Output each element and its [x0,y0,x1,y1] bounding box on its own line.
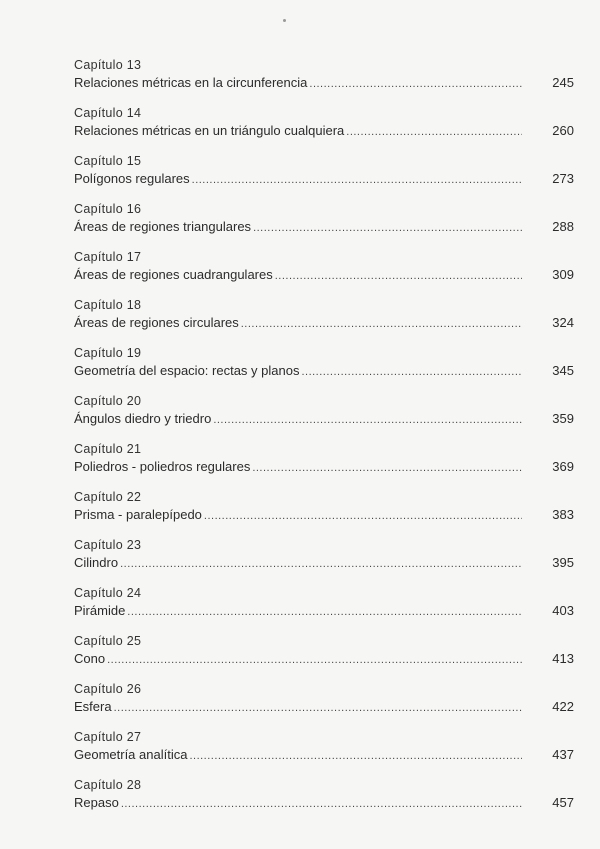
chapter-title: Geometría del espacio: rectas y planos [74,363,300,378]
chapter-title: Relaciones métricas en un triángulo cualquiera [74,123,345,138]
page-number: 273 [552,171,574,186]
toc-entry[interactable] [74,249,574,297]
toc-entry[interactable] [74,201,574,249]
toc-line [74,458,574,477]
dot-leader [346,123,522,141]
toc-line [74,314,574,333]
dot-leader [192,171,522,189]
dot-leader [121,795,522,813]
chapter-number: Capítulo 13 [74,58,142,72]
toc-line [74,362,574,381]
toc-line [74,650,574,669]
toc-line [74,794,574,813]
dot-leader [301,363,522,381]
chapter-title: Polígonos regulares [74,171,190,186]
chapter-title: Cilindro [74,555,119,570]
speck-mark [283,19,286,22]
toc-entry[interactable] [74,345,574,393]
toc-line [74,506,574,525]
toc-entry[interactable] [74,297,574,345]
page-number: 403 [552,603,574,618]
page-number: 359 [552,411,574,426]
dot-leader [213,411,522,429]
page-number: 457 [552,795,574,810]
page-number: 422 [552,699,574,714]
dot-leader [253,219,522,237]
toc-entry[interactable] [74,393,574,441]
toc-line [74,602,574,621]
dot-leader [114,699,522,717]
page-number: 383 [552,507,574,522]
page-number: 437 [552,747,574,762]
chapter-number: Capítulo 18 [74,298,142,312]
toc-line [74,410,574,429]
toc-entry[interactable] [74,777,574,825]
dot-leader [189,747,522,765]
page-number: 288 [552,219,574,234]
chapter-number: Capítulo 26 [74,682,142,696]
chapter-number: Capítulo 24 [74,586,142,600]
toc-entry[interactable] [74,585,574,633]
dot-leader [127,603,522,621]
chapter-number: Capítulo 17 [74,250,142,264]
chapter-number: Capítulo 19 [74,346,142,360]
page-number: 413 [552,651,574,666]
dot-leader [309,75,522,93]
table-of-contents [74,57,574,825]
page-number: 369 [552,459,574,474]
dot-leader [252,459,522,477]
toc-line [74,170,574,189]
chapter-number: Capítulo 27 [74,730,142,744]
toc-entry[interactable] [74,489,574,537]
chapter-number: Capítulo 14 [74,106,142,120]
page-number: 345 [552,363,574,378]
toc-line [74,218,574,237]
page-number: 324 [552,315,574,330]
toc-line [74,698,574,717]
toc-line [74,746,574,765]
toc-line [74,74,574,93]
toc-entry[interactable] [74,537,574,585]
toc-line [74,554,574,573]
toc-line [74,266,574,285]
chapter-number: Capítulo 20 [74,394,142,408]
toc-entry[interactable] [74,57,574,105]
page-number: 260 [552,123,574,138]
chapter-title: Esfera [74,699,112,714]
toc-entry[interactable] [74,633,574,681]
chapter-title: Áreas de regiones cuadrangulares [74,267,273,282]
chapter-title: Cono [74,651,106,666]
dot-leader [275,267,522,285]
dot-leader [120,555,522,573]
toc-entry[interactable] [74,153,574,201]
chapter-title: Relaciones métricas en la circunferencia [74,75,308,90]
page-number: 309 [552,267,574,282]
page-number: 395 [552,555,574,570]
chapter-number: Capítulo 16 [74,202,142,216]
chapter-number: Capítulo 15 [74,154,142,168]
chapter-title: Ángulos diedro y triedro [74,411,212,426]
chapter-title: Geometría analítica [74,747,188,762]
chapter-title: Áreas de regiones triangulares [74,219,252,234]
toc-entry[interactable] [74,105,574,153]
toc-line [74,122,574,141]
toc-entry[interactable] [74,441,574,489]
chapter-number: Capítulo 22 [74,490,142,504]
chapter-number: Capítulo 28 [74,778,142,792]
chapter-number: Capítulo 23 [74,538,142,552]
chapter-title: Poliedros - poliedros regulares [74,459,251,474]
chapter-title: Pirámide [74,603,126,618]
dot-leader [241,315,522,333]
dot-leader [107,651,522,669]
toc-entry[interactable] [74,729,574,777]
page-number: 245 [552,75,574,90]
toc-entry[interactable] [74,681,574,729]
dot-leader [204,507,522,525]
chapter-title: Áreas de regiones circulares [74,315,239,330]
chapter-title: Repaso [74,795,119,810]
chapter-number: Capítulo 21 [74,442,142,456]
chapter-number: Capítulo 25 [74,634,142,648]
chapter-title: Prisma - paralepípedo [74,507,202,522]
